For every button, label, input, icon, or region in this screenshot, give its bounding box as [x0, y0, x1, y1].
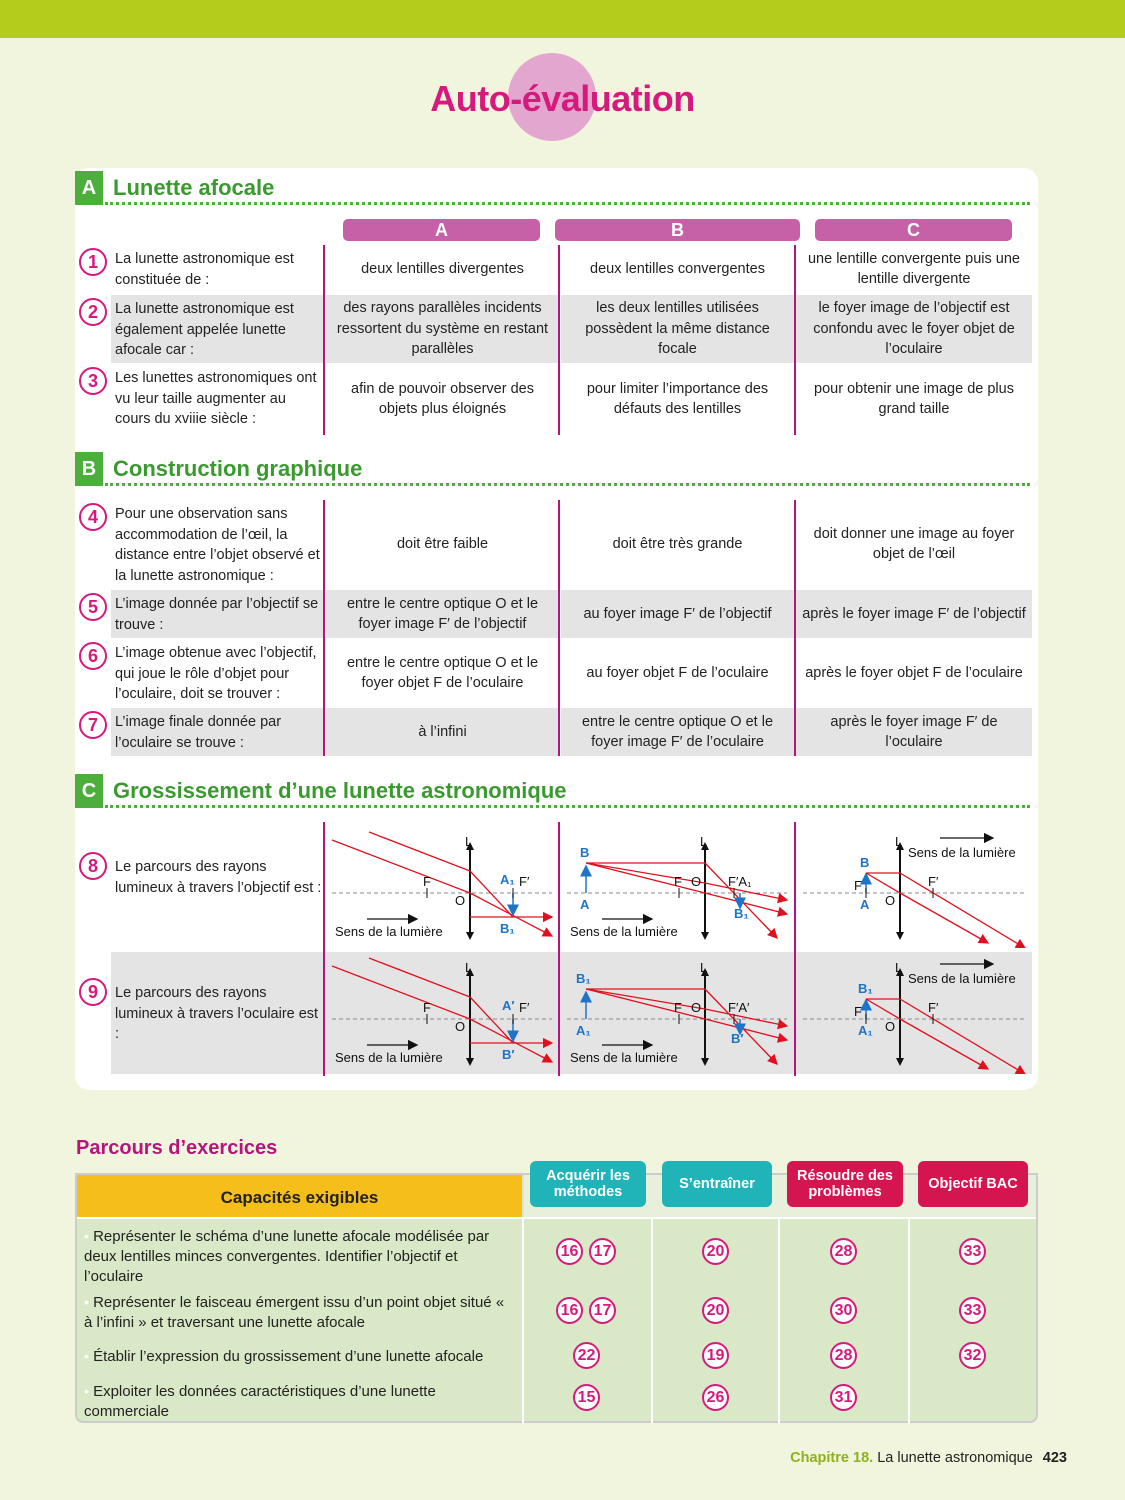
answer-a[interactable]: entre le centre optique O et le foyer objet F de l’oculaire	[346, 654, 539, 691]
point-label: A₁	[500, 872, 515, 887]
focus-label: F	[854, 878, 862, 893]
capacite-row-4: • Exploiter les données caractéristiques d’une lunette commerciale	[84, 1383, 436, 1420]
answer-c[interactable]: une lentille convergente puis une lentille divergente	[807, 250, 1020, 287]
question-text: Le parcours des rayons lumineux à travers l’objectif est :	[115, 859, 322, 896]
column-divider	[558, 500, 560, 756]
point-label: A′	[502, 998, 515, 1013]
question-text: Pour une observation sans accommodation de l’œil, la distance entre l’objet observé et la lunette astronomique :	[115, 506, 320, 584]
question-row-3	[75, 364, 1032, 434]
exercise-link[interactable]: 16	[556, 1238, 583, 1265]
answer-c[interactable]: après le foyer image F′ de l’oculaire	[796, 708, 1032, 756]
column-divider	[323, 822, 325, 1076]
badge-sentrainer[interactable]: S’entraîner	[662, 1161, 772, 1207]
answer-c[interactable]: le foyer image de l’objectif est confondu avec le foyer objet de l’oculaire	[796, 295, 1032, 363]
chapter-label: Chapitre 18.	[790, 1450, 874, 1466]
capacite-text: Représenter le schéma d’une lunette afocale modélisée par deux lentilles minces convergentes. Identifier l’objectif et l’oculaire	[84, 1228, 490, 1285]
exercise-link[interactable]: 30	[830, 1297, 857, 1324]
section-b-header	[75, 452, 1030, 486]
column-divider	[558, 822, 560, 1076]
point-label: B₁	[500, 921, 515, 936]
answer-a[interactable]: entre le centre optique O et le foyer image F′ de l’objectif	[326, 590, 559, 638]
section-c-header	[75, 774, 1030, 808]
section-title: Construction graphique	[113, 456, 363, 481]
page-title: Auto-évaluation	[430, 78, 695, 119]
answer-a[interactable]: afin de pouvoir observer des objets plus éloignés	[351, 380, 534, 417]
capacite-row-1: • Représenter le schéma d’une lunette afocale modélisée par deux lentilles minces convergentes. Identifier l’objectif et l’oculaire	[84, 1228, 490, 1285]
exercise-link[interactable]: 17	[589, 1297, 616, 1324]
capacite-row-2: • Représenter le faisceau émergent issu d’un point objet situé « à l’infini » et traversant une lunette afocale	[84, 1294, 505, 1331]
dotted-rule	[105, 805, 1030, 808]
answer-b[interactable]: les deux lentilles utilisées possèdent la même distance focale	[561, 295, 794, 363]
focus-label: F	[674, 1000, 682, 1015]
point-label: B₁	[576, 971, 591, 986]
exercise-link[interactable]: 28	[830, 1342, 857, 1369]
exercise-link[interactable]: 17	[589, 1238, 616, 1265]
point-label: B	[860, 855, 870, 870]
light-direction: Sens de la lumière	[908, 845, 1016, 860]
answer-a[interactable]: des rayons parallèles incidents ressortent du système en restant parallèles	[326, 295, 559, 363]
section-letter: A	[75, 171, 103, 205]
exercise-link[interactable]: 33	[959, 1238, 986, 1265]
exercise-link[interactable]: 22	[573, 1342, 600, 1369]
dotted-rule	[105, 483, 1030, 486]
lens-label: L	[465, 834, 473, 849]
exercise-link[interactable]: 19	[702, 1342, 729, 1369]
focus-label: F	[423, 874, 431, 889]
exercise-link[interactable]: 26	[702, 1384, 729, 1411]
exercise-link[interactable]: 20	[702, 1238, 729, 1265]
column-header-b: B	[555, 219, 800, 241]
point-label: A₁	[576, 1023, 591, 1038]
point-label: B₁	[858, 981, 873, 996]
question-number: 1	[79, 248, 107, 276]
column-divider	[794, 822, 796, 1076]
question-number: 7	[79, 711, 107, 739]
lens-label: L	[895, 834, 903, 849]
question-text: Le parcours des rayons lumineux à travers l’oculaire est :	[115, 985, 319, 1042]
page-header	[0, 50, 1125, 150]
badge-acquerir[interactable]: Acquérir les méthodes	[530, 1161, 646, 1207]
diagram-8a[interactable]	[327, 826, 557, 948]
light-direction: Sens de la lumière	[335, 924, 443, 939]
focus-label: F	[423, 1000, 431, 1015]
capacite-text: Représenter le faisceau émergent issu d’un point objet situé « à l’infini » et traversant une lunette afocale	[84, 1294, 505, 1331]
diagram-8c[interactable]	[798, 826, 1030, 948]
question-number: 6	[79, 642, 107, 670]
light-direction: Sens de la lumière	[570, 1050, 678, 1065]
point-label: B′	[502, 1047, 515, 1062]
exercise-link[interactable]: 32	[959, 1342, 986, 1369]
image-focus-label: F′	[928, 874, 939, 889]
question-row-7	[75, 708, 1032, 756]
exercise-link[interactable]: 31	[830, 1384, 857, 1411]
focus-label: F	[854, 1004, 862, 1019]
question-number: 9	[79, 978, 107, 1006]
answer-a[interactable]: deux lentilles divergentes	[361, 260, 524, 277]
diagram-9b[interactable]	[562, 952, 792, 1074]
center-label: O	[885, 893, 896, 908]
light-direction: Sens de la lumière	[908, 971, 1016, 986]
question-text: La lunette astronomique est également appelée lunette afocale car :	[115, 301, 294, 358]
answer-b[interactable]: deux lentilles convergentes	[590, 260, 765, 277]
point-label: B₁	[734, 906, 749, 921]
light-direction: Sens de la lumière	[570, 924, 678, 939]
point-label: A	[580, 897, 590, 912]
badge-objectif-bac[interactable]: Objectif BAC	[918, 1161, 1028, 1207]
question-number: 3	[79, 367, 107, 395]
image-focus-label: F′	[928, 1000, 939, 1015]
question-row-6	[75, 639, 1032, 707]
question-text: La lunette astronomique est constituée de :	[115, 251, 294, 288]
answer-c[interactable]: après le foyer objet F de l’oculaire	[805, 664, 1023, 681]
answer-c[interactable]: après le foyer image F′ de l’objectif	[796, 590, 1032, 638]
column-header-c: C	[815, 219, 1012, 241]
light-direction: Sens de la lumière	[335, 1050, 443, 1065]
lens-label: L	[895, 960, 903, 975]
center-label: O	[455, 1019, 466, 1034]
question-text: L’image donnée par l’objectif se trouve :	[115, 596, 319, 633]
center-label: O	[885, 1019, 896, 1034]
point-label: A	[860, 897, 870, 912]
column-divider	[794, 500, 796, 756]
image-focus-label: F′	[519, 1000, 530, 1015]
exercise-link[interactable]: 33	[959, 1297, 986, 1324]
answer-a[interactable]: à l’infini	[326, 708, 559, 756]
section-letter: B	[75, 452, 103, 486]
section-a-header	[75, 171, 1030, 205]
dotted-rule	[105, 202, 1030, 205]
image-focus-label: F′A₁	[728, 874, 752, 889]
column-divider	[323, 245, 325, 435]
column-header-a: A	[343, 219, 540, 241]
diagram-9c[interactable]	[798, 952, 1030, 1074]
section-letter: C	[75, 774, 103, 808]
question-text: Les lunettes astronomiques ont vu leur taille augmenter au cours du xviiie siècle :	[115, 370, 317, 427]
question-text: L’image finale donnée par l’oculaire se trouve :	[115, 714, 282, 751]
point-label: A₁	[858, 1023, 873, 1038]
center-label: O	[691, 1000, 702, 1015]
chapter-title: La lunette astronomique	[877, 1450, 1033, 1466]
lens-label: L	[465, 960, 473, 975]
diagram-8b[interactable]	[562, 826, 792, 948]
lens-label: L	[700, 960, 708, 975]
exercise-link[interactable]: 16	[556, 1297, 583, 1324]
diagram-9a[interactable]	[327, 952, 557, 1074]
center-label: O	[455, 893, 466, 908]
question-row-4	[75, 500, 1032, 588]
answer-c[interactable]: pour obtenir une image de plus grand taille	[814, 380, 1014, 417]
page-number: 423	[1042, 1450, 1067, 1466]
answer-c[interactable]: doit donner une image au foyer objet de l’œil	[813, 525, 1015, 562]
capacite-row-3: • Établir l’expression du grossissement d’une lunette afocale	[84, 1348, 484, 1365]
exercise-link[interactable]: 15	[573, 1384, 600, 1411]
focus-label: F	[674, 874, 682, 889]
page-footer	[790, 1450, 1067, 1466]
capacite-text: Établir l’expression du grossissement d’une lunette afocale	[93, 1348, 484, 1365]
parcours-title: Parcours d’exercices	[76, 1137, 278, 1159]
section-title: Lunette afocale	[113, 175, 275, 200]
top-color-bar	[0, 0, 1125, 38]
answer-b[interactable]: au foyer image F′ de l’objectif	[561, 590, 794, 638]
section-title: Grossissement d’une lunette astronomique	[113, 778, 567, 803]
answer-a[interactable]: doit être faible	[396, 535, 489, 552]
exercise-link[interactable]: 28	[830, 1238, 857, 1265]
answer-b[interactable]: doit être très grande	[612, 535, 743, 552]
question-number: 2	[79, 298, 107, 326]
badge-resoudre[interactable]: Résoudre des problèmes	[787, 1161, 903, 1207]
question-number: 8	[79, 852, 107, 880]
question-text: L’image obtenue avec l’objectif, qui joue le rôle d’objet pour l’oculaire, doit se trouver :	[115, 645, 317, 702]
question-row-2	[75, 295, 1032, 363]
center-label: O	[691, 874, 702, 889]
point-label: B	[580, 845, 590, 860]
column-divider	[323, 500, 325, 756]
column-divider	[558, 245, 560, 435]
lens-label: L	[700, 834, 708, 849]
question-row-1	[75, 245, 1032, 293]
point-label: B′	[731, 1031, 744, 1046]
answer-b[interactable]: au foyer objet F de l’oculaire	[586, 664, 769, 681]
image-focus-label: F′A′	[728, 1000, 750, 1015]
capacite-text: Exploiter les données caractéristiques d’une lunette commerciale	[84, 1383, 436, 1420]
answer-b[interactable]: entre le centre optique O et le foyer image F′ de l’oculaire	[561, 708, 794, 756]
question-row-5	[75, 590, 1032, 638]
image-focus-label: F′	[519, 874, 530, 889]
capacites-header: Capacités exigibles	[77, 1175, 522, 1218]
question-number: 4	[79, 503, 107, 531]
exercise-link[interactable]: 20	[702, 1297, 729, 1324]
question-number: 5	[79, 593, 107, 621]
column-divider	[794, 245, 796, 435]
answer-b[interactable]: pour limiter l’importance des défauts des lentilles	[586, 380, 769, 417]
